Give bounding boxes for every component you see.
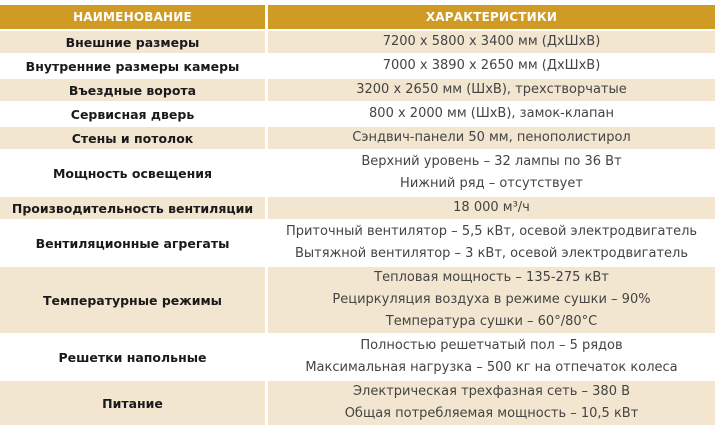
row-value: [265, 335, 715, 379]
row-value-line: 18 000 м³/ч: [453, 200, 530, 215]
row-name: Вентиляционные агрегаты: [0, 221, 265, 265]
row-value-line: Температура сушки – 60°/80°C: [385, 314, 598, 329]
row-value: [265, 381, 715, 425]
header-characteristics-column: ХАРАКТЕРИСТИКИ: [265, 5, 715, 29]
row-value-line: Электрическая трехфазная сеть – 380 В: [352, 384, 631, 399]
row-value-line: 7000 х 3890 х 2650 мм (ДхШхВ): [382, 58, 601, 73]
row-value: [265, 151, 715, 195]
row-name: Решетки напольные: [0, 335, 265, 379]
table-row: [0, 151, 715, 195]
row-value-line: 3200 х 2650 мм (ШхВ), трехстворчатые: [356, 82, 627, 97]
row-value-line: 7200 х 5800 х 3400 мм (ДхШхВ): [382, 34, 601, 49]
row-value-line: Полностью решетчатый пол – 5 рядов: [360, 338, 623, 353]
row-name: Сервисная дверь: [0, 103, 265, 125]
table-row: [0, 103, 715, 125]
row-value-line: Верхний уровень – 32 лампы по 36 Вт: [361, 154, 622, 169]
row-value-line: Рециркуляция воздуха в режиме сушки – 90%: [332, 292, 651, 307]
table-header-row: [0, 5, 715, 29]
table-row: [0, 55, 715, 77]
row-value-line: Нижний ряд – отсутствует: [400, 176, 583, 191]
row-name: Внешние размеры: [0, 31, 265, 53]
table-row: [0, 197, 715, 219]
table-row: [0, 221, 715, 265]
table-row: [0, 31, 715, 53]
row-value: [265, 31, 715, 53]
row-name: Въездные ворота: [0, 79, 265, 101]
row-name: Стены и потолок: [0, 127, 265, 149]
table-row: [0, 127, 715, 149]
row-value-line: 800 х 2000 мм (ШхВ), замок-клапан: [369, 106, 614, 121]
row-value: [265, 197, 715, 219]
row-value: [265, 79, 715, 101]
row-value: [265, 55, 715, 77]
table-row: [0, 335, 715, 379]
row-value: [265, 127, 715, 149]
row-name: Производительность вентиляции: [0, 197, 265, 219]
row-value: [265, 103, 715, 125]
table-row: [0, 267, 715, 333]
row-value: [265, 267, 715, 333]
row-value-line: Максимальная нагрузка – 500 кг на отпечаток колеса: [305, 360, 678, 375]
row-value: [265, 221, 715, 265]
row-name: Питание: [0, 381, 265, 425]
row-value-line: Вытяжной вентилятор – 3 кВт, осевой электродвигатель: [295, 246, 688, 261]
row-value-line: Общая потребляемая мощность – 10,5 кВт: [344, 406, 639, 421]
row-value-line: Сэндвич-панели 50 мм, пенополистирол: [352, 130, 631, 145]
specifications-table: [0, 3, 715, 427]
row-value-line: Тепловая мощность – 135-275 кВт: [374, 270, 609, 285]
header-name-column: НАИМЕНОВАНИЕ: [0, 5, 265, 29]
table-row: [0, 79, 715, 101]
row-name: Температурные режимы: [0, 267, 265, 333]
row-value-line: Приточный вентилятор – 5,5 кВт, осевой электродвигатель: [285, 224, 698, 239]
table-row: [0, 381, 715, 425]
row-name: Мощность освещения: [0, 151, 265, 195]
row-name: Внутренние размеры камеры: [0, 55, 265, 77]
